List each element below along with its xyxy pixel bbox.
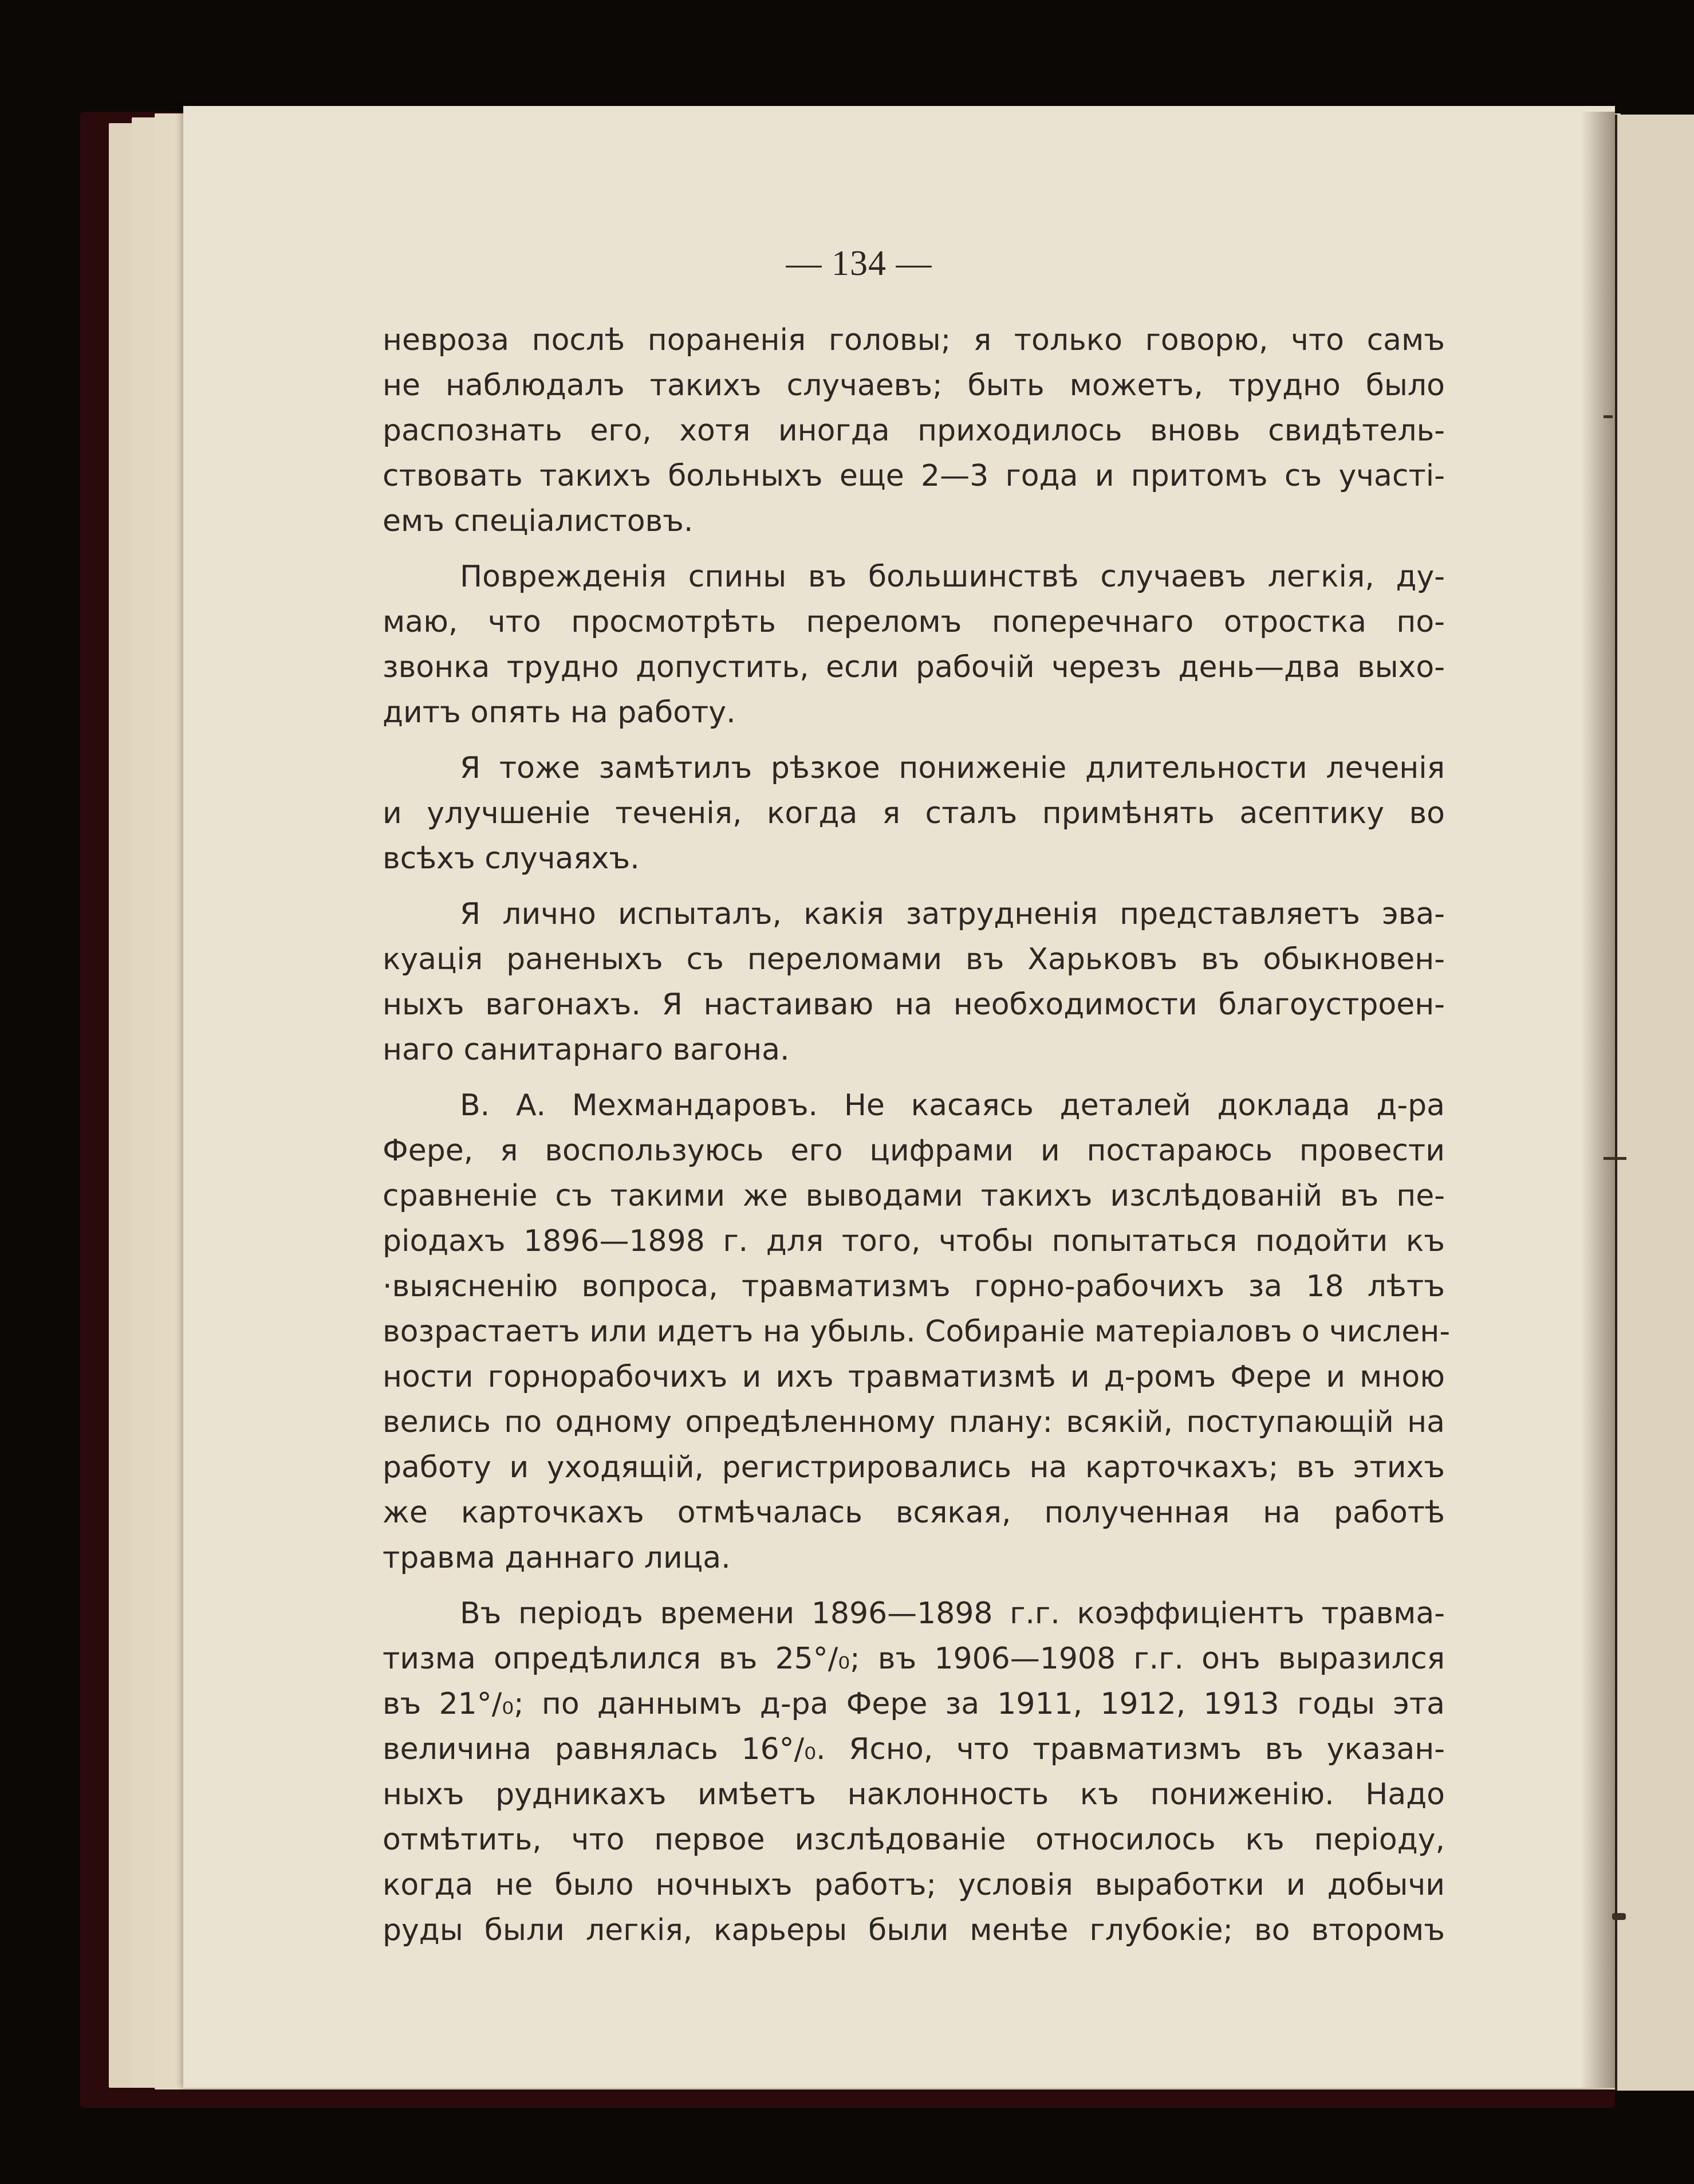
text-line: Поврежденія спины въ большинствѣ случаевъ легкія, ду-	[460, 560, 1445, 594]
text-line: ріодахъ 1896—1898 г. для того, чтобы попытаться подойти къ	[383, 1224, 1445, 1258]
text-line: маю, что просмотрѣть переломъ поперечнаго отростка по-	[383, 605, 1445, 639]
text-line: куація раненыхъ съ переломами въ Харьковъ въ обыкновен-	[383, 942, 1445, 977]
page-number: — 134 —	[786, 244, 932, 283]
text-line: наго санитарнаго вагона.	[383, 1033, 790, 1067]
text-line: же карточкахъ отмѣчалась всякая, полученная на работѣ	[383, 1496, 1445, 1530]
text-line: въ 21°/₀; по даннымъ д-ра Фере за 1911, 1912, 1913 годы эта	[383, 1687, 1445, 1721]
text-line: руды были легкія, карьеры были менѣе глубокіе; во второмъ	[383, 1913, 1445, 1947]
paragraph	[383, 554, 1445, 735]
facing-page	[1615, 115, 1694, 2091]
text-line: сравненіе съ такими же выводами такихъ изслѣдованій въ пе-	[383, 1179, 1445, 1213]
text-line: емъ спеціалистовъ.	[383, 504, 694, 538]
edge-mark	[1612, 1913, 1626, 1920]
text-line: возрастаетъ или идетъ на убыль. Собираніе матеріаловъ о числен-	[383, 1315, 1451, 1349]
text-line: ности горнорабочихъ и ихъ травматизмѣ и д-ромъ Фере и мною	[383, 1360, 1445, 1394]
paragraph	[383, 318, 1445, 544]
paragraph	[383, 1591, 1445, 1953]
text-line: тизма опредѣлился въ 25°/₀; въ 1906—1908 г.г. онъ выразился	[383, 1642, 1445, 1676]
paragraph	[383, 746, 1445, 882]
text-line: велись по одному опредѣленному плану: всякій, поступающій на	[383, 1405, 1445, 1439]
text-line: всѣхъ случаяхъ.	[383, 841, 640, 876]
text-line: работу и уходящій, регистрировались на карточкахъ; въ этихъ	[383, 1450, 1445, 1485]
text-line: звонка трудно допустить, если рабочій черезъ день—два выхо-	[383, 650, 1445, 684]
text-line: ныхъ вагонахъ. Я настаиваю на необходимости благоустроен-	[383, 987, 1445, 1022]
spine-shadow	[1581, 112, 1615, 2088]
text-line: отмѣтить, что первое изслѣдованіе относилось къ періоду,	[383, 1823, 1445, 1857]
edge-mark	[1604, 1157, 1626, 1160]
text-line: когда не было ночныхъ работъ; условія выработки и добычи	[383, 1868, 1445, 1902]
text-line: Я лично испыталъ, какія затрудненія представляетъ эва-	[460, 897, 1445, 931]
text-line: Фере, я воспользуюсь его цифрами и постараюсь провести	[383, 1134, 1445, 1168]
text-line: В. А. Мехмандаровъ. Не касаясь деталей доклада д-ра	[460, 1088, 1445, 1123]
text-line: дитъ опять на работу.	[383, 695, 736, 730]
text-line: Въ періодъ времени 1896—1898 г.г. коэффиціентъ травма-	[460, 1596, 1445, 1631]
text-line: травма даннаго лица.	[383, 1541, 731, 1575]
text-line: невроза послѣ пораненія головы; я только говорю, что самъ	[383, 323, 1445, 357]
text-line: не наблюдалъ такихъ случаевъ; быть можетъ, трудно было	[383, 368, 1445, 403]
edge-mark	[1604, 415, 1613, 418]
text-line: величина равнялась 16°/₀. Ясно, что травматизмъ въ указан-	[383, 1732, 1445, 1766]
paragraph	[383, 892, 1445, 1073]
text-line: ныхъ рудникахъ имѣетъ наклонность къ пониженію. Надо	[383, 1777, 1445, 1812]
text-line: ствовать такихъ больныхъ еще 2—3 года и притомъ съ участі-	[383, 459, 1445, 493]
text-line: распознать его, хотя иногда приходилось вновь свидѣтель-	[383, 414, 1445, 448]
paragraph	[383, 1083, 1451, 1581]
body-text	[383, 318, 1451, 1953]
text-line: Я тоже замѣтилъ рѣзкое пониженіе длительности леченія	[460, 751, 1445, 785]
text-line: и улучшеніе теченія, когда я сталъ примѣнять асептику во	[383, 796, 1445, 831]
text-line: ·выясненію вопроса, травматизмъ горно-рабочихъ за 18 лѣтъ	[383, 1269, 1445, 1304]
